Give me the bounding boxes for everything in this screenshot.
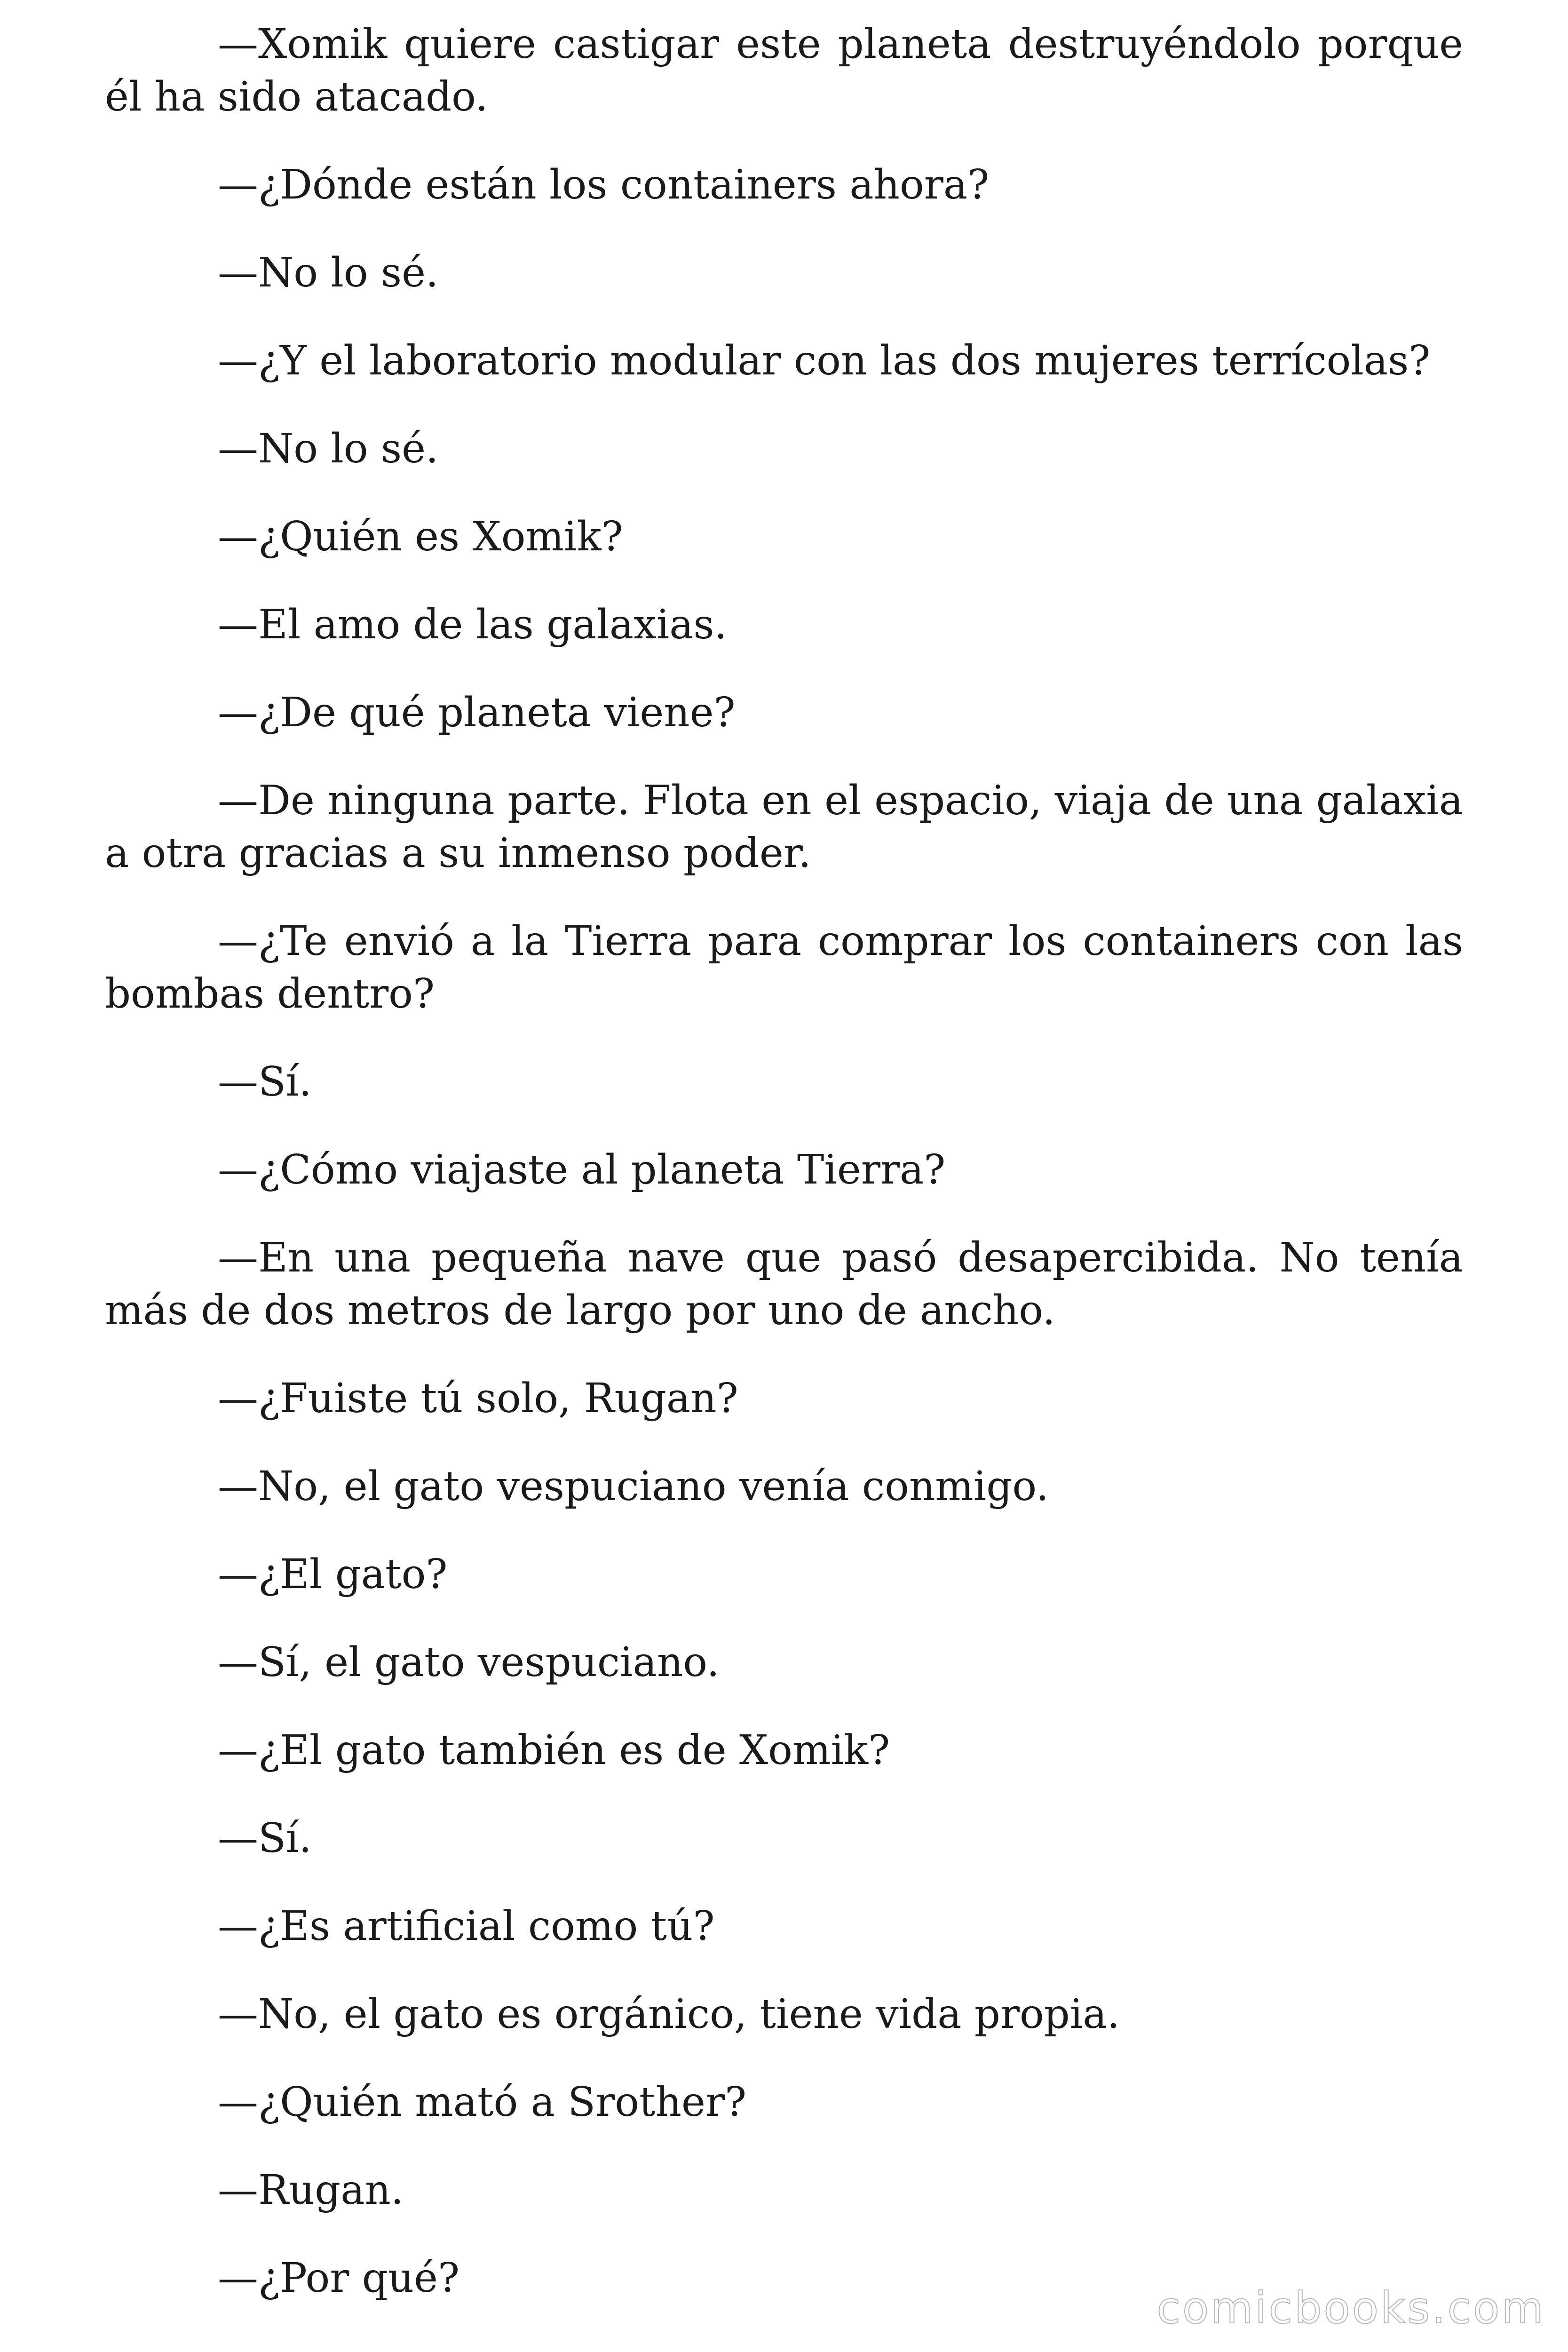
paragraph: —¿De qué planeta viene? bbox=[218, 689, 736, 736]
paragraph: —¿Fuiste tú solo, Rugan? bbox=[218, 1375, 738, 1422]
paragraph: —Sí, el gato vespuciano. bbox=[218, 1639, 720, 1686]
paragraph: —No, el gato es orgánico, tiene vida propia. bbox=[218, 1991, 1120, 2038]
paragraph: —¿Quién es Xomik? bbox=[218, 513, 623, 560]
paragraph: —De ninguna parte. Flota en el espacio, viaja de una galaxia a otra gracias a su inmenso poder. bbox=[105, 777, 1463, 877]
paragraph: —No, el gato vespuciano venía conmigo. bbox=[218, 1463, 1049, 1510]
paragraph: —Xomik quiere castigar este planeta destruyéndolo porque él ha sido atacado. bbox=[105, 21, 1463, 120]
paragraph: —¿Y el laboratorio modular con las dos mujeres terrícolas? bbox=[218, 337, 1431, 384]
page-body-text bbox=[105, 18, 1463, 2340]
paragraph: —El amo de las galaxias. bbox=[218, 601, 727, 648]
paragraph: —¿Dónde están los containers ahora? bbox=[218, 161, 990, 208]
paragraph: —En una pequeña nave que pasó desapercibida. No tenía más de dos metros de largo por uno de ancho. bbox=[105, 1234, 1463, 1334]
paragraph: —¿Quién mató a Srother? bbox=[218, 2079, 747, 2126]
paragraph: —¿Es artificial como tú? bbox=[218, 1903, 715, 1950]
paragraph: —¿El gato también es de Xomik? bbox=[218, 1727, 890, 1774]
paragraph: —¿Cómo viajaste al planeta Tierra? bbox=[218, 1146, 946, 1193]
paragraph: —No lo sé. bbox=[218, 249, 439, 296]
watermark: comicbooks.com bbox=[1156, 2283, 1545, 2333]
paragraph: —Sí. bbox=[218, 1058, 312, 1105]
paragraph: —Sí. bbox=[218, 1815, 312, 1862]
paragraph: —¿Por qué? bbox=[218, 2255, 460, 2302]
paragraph: —¿Te envió a la Tierra para comprar los containers con las bombas dentro? bbox=[105, 918, 1463, 1017]
paragraph: —Rugan. bbox=[218, 2167, 404, 2214]
paragraph: —No lo sé. bbox=[218, 425, 439, 472]
paragraph: —¿El gato? bbox=[218, 1551, 448, 1598]
